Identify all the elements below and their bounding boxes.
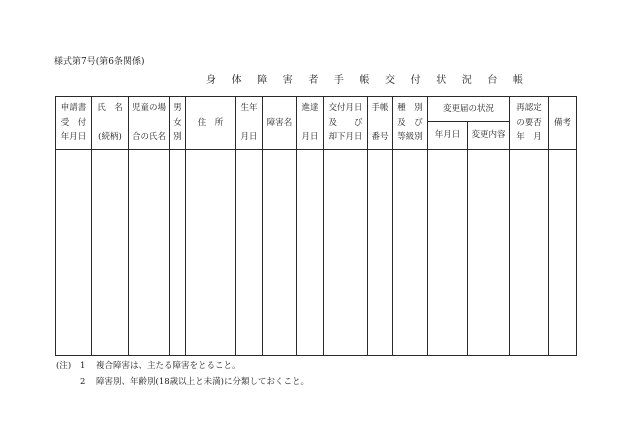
document-title: 身 体 障 害 者 手 帳 交 付 状 況 台 帳	[206, 75, 530, 86]
note-text: 複合障害は、主たる障害をとること。	[96, 361, 241, 371]
header-recertification: 再認定 の要否 年 月	[510, 97, 549, 150]
cell-child-name	[129, 150, 170, 356]
header-application-date: 申請書 受 付 年月日	[56, 97, 92, 150]
cell-birth-date	[236, 150, 263, 356]
header-address: 住 所	[186, 97, 236, 150]
cell-name	[92, 150, 129, 356]
header-type-grade: 種 別 及 び 等級別	[393, 97, 428, 150]
cell-remarks	[549, 150, 577, 356]
cell-change-content	[468, 150, 510, 356]
header-change-content: 変更内容	[468, 122, 510, 150]
note-item	[56, 359, 309, 375]
header-notice-date: 進達 月日	[297, 97, 324, 150]
cell-disability-name	[263, 150, 297, 356]
note-number: 2	[80, 376, 86, 387]
cell-notice-date	[297, 150, 324, 356]
cell-address	[186, 150, 236, 356]
header-change-status: 変更届の状況	[428, 97, 510, 122]
header-issue-date: 交付月日 及 び 却下月日	[324, 97, 368, 150]
cell-recertification	[510, 150, 549, 356]
cell-sex	[170, 150, 186, 356]
header-sex: 男 女 別	[170, 97, 186, 150]
note-text: 障害別、年齢別(18歳以上と未満)に分類しておくこと。	[96, 376, 309, 387]
header-name: 氏 名 (続柄)	[92, 97, 129, 150]
register-table	[55, 96, 577, 356]
cell-change-date	[428, 150, 468, 356]
cell-application-date	[56, 150, 92, 356]
header-disability-name: 障害名	[263, 97, 297, 150]
notes-section	[56, 359, 309, 390]
header-change-date: 年月日	[428, 122, 468, 150]
header-birth-date: 生年 月日	[236, 97, 263, 150]
note-item	[56, 375, 309, 391]
notes-prefix: (注)	[56, 361, 72, 371]
form-number-label: 様式第7号(第6条関係)	[54, 57, 145, 67]
cell-issue-date	[324, 150, 368, 356]
header-remarks: 備考	[549, 97, 577, 150]
cell-handbook-number	[368, 150, 393, 356]
header-handbook-number: 手帳 番号	[368, 97, 393, 150]
note-number: 1	[80, 361, 86, 371]
header-child-name: 児童の場 合の氏名	[129, 97, 170, 150]
cell-type-grade	[393, 150, 428, 356]
